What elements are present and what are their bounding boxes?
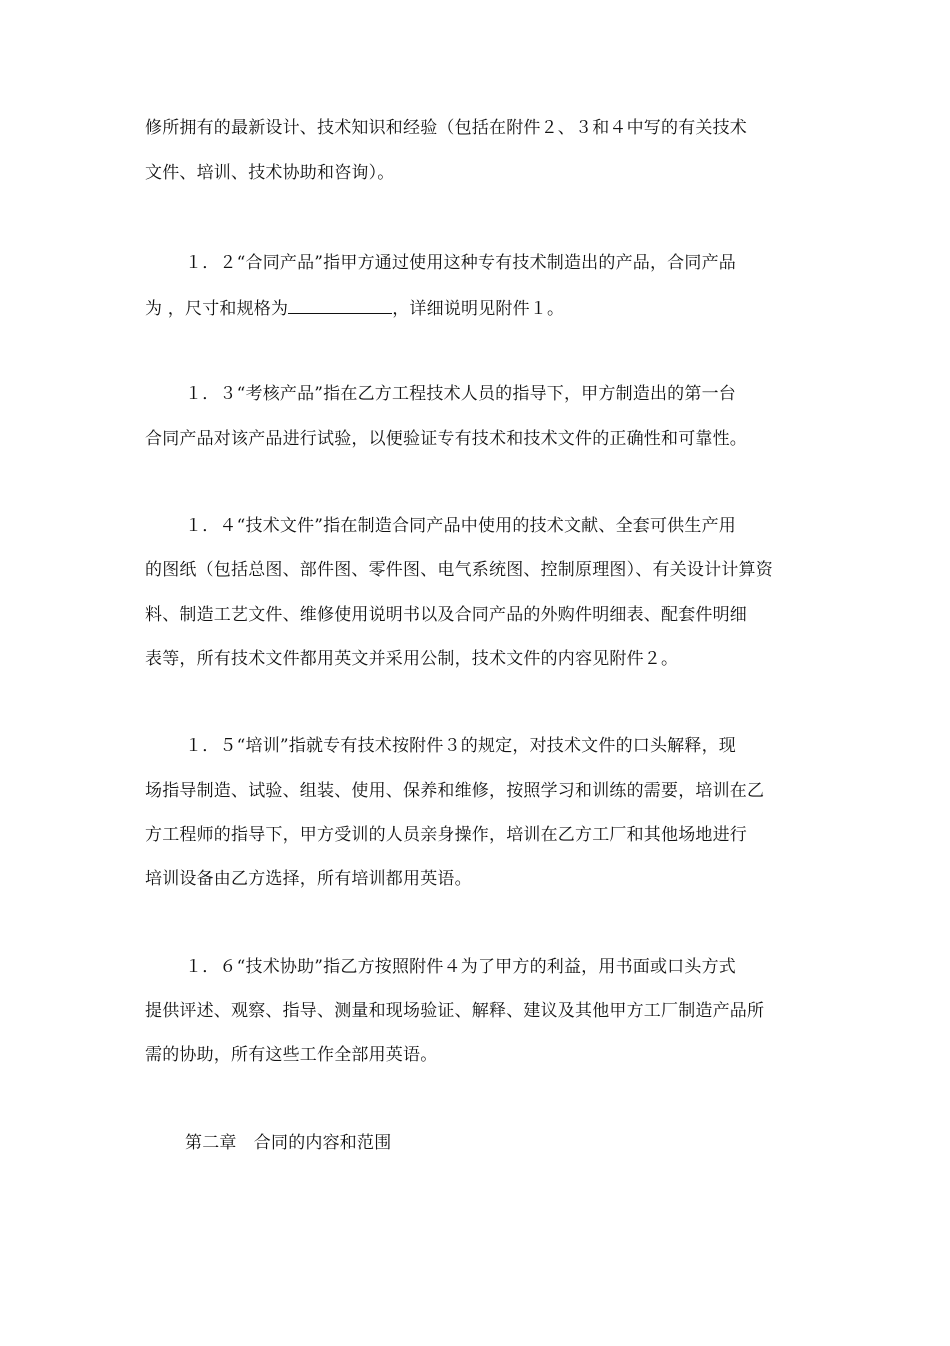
paragraph-2-line-2-after: ，详细说明见附件１。 <box>392 299 565 319</box>
paragraph-3-line-2: 合同产品对该产品进行试验，以便验证专有技术和技术文件的正确性和可靠性。 <box>145 429 747 449</box>
paragraph-3-line-1: １．３“考核产品”指在乙方工程技术人员的指导下，甲方制造出的第一台 <box>185 384 736 404</box>
paragraph-6-line-3: 需的协助，所有这些工作全部用英语。 <box>145 1045 438 1065</box>
paragraph-5-line-4: 培训设备由乙方选择，所有培训都用英语。 <box>145 869 472 889</box>
paragraph-2-line-1: １．２“合同产品”指甲方通过使用这种专有技术制造出的产品，合同产品 <box>185 253 736 273</box>
paragraph-2-line-2-before: 为 ，尺寸和规格为 <box>145 299 289 319</box>
paragraph-4-line-1: １．４“技术文件”指在制造合同产品中使用的技术文献、全套可供生产用 <box>185 516 736 536</box>
fill-in-blank-underline <box>288 297 392 314</box>
paragraph-5-line-3: 方工程师的指导下，甲方受训的人员亲身操作，培训在乙方工厂和其他场地进行 <box>145 825 747 845</box>
paragraph-1-line-2: 文件、培训、技术协助和咨询）。 <box>145 163 395 183</box>
paragraph-4-line-2: 的图纸（包括总图、部件图、零件图、电气系统图、控制原理图）、有关设计计算资 <box>145 560 773 580</box>
paragraph-4-line-4: 表等，所有技术文件都用英文并采用公制，技术文件的内容见附件２。 <box>145 649 679 669</box>
paragraph-6-line-1: １．６“技术协助”指乙方按照附件４为了甲方的利益，用书面或口头方式 <box>185 957 736 977</box>
paragraph-2-line-2 <box>145 297 810 319</box>
paragraph-6-line-2: 提供评述、观察、指导、测量和现场验证、解释、建议及其他甲方工厂制造产品所 <box>145 1001 765 1021</box>
paragraph-5-line-1: １．５“培训”指就专有技术按附件３的规定，对技术文件的口头解释，现 <box>185 736 736 756</box>
paragraph-4-line-3: 料、制造工艺文件、维修使用说明书以及合同产品的外购件明细表、配套件明细 <box>145 605 747 625</box>
chapter-heading: 第二章 合同的内容和范围 <box>185 1133 392 1153</box>
paragraph-1-line-1: 修所拥有的最新设计、技术知识和经验（包括在附件２、３和４中写的有关技术 <box>145 118 747 138</box>
paragraph-5-line-2: 场指导制造、试验、组装、使用、保养和维修，按照学习和训练的需要，培训在乙 <box>145 781 765 801</box>
